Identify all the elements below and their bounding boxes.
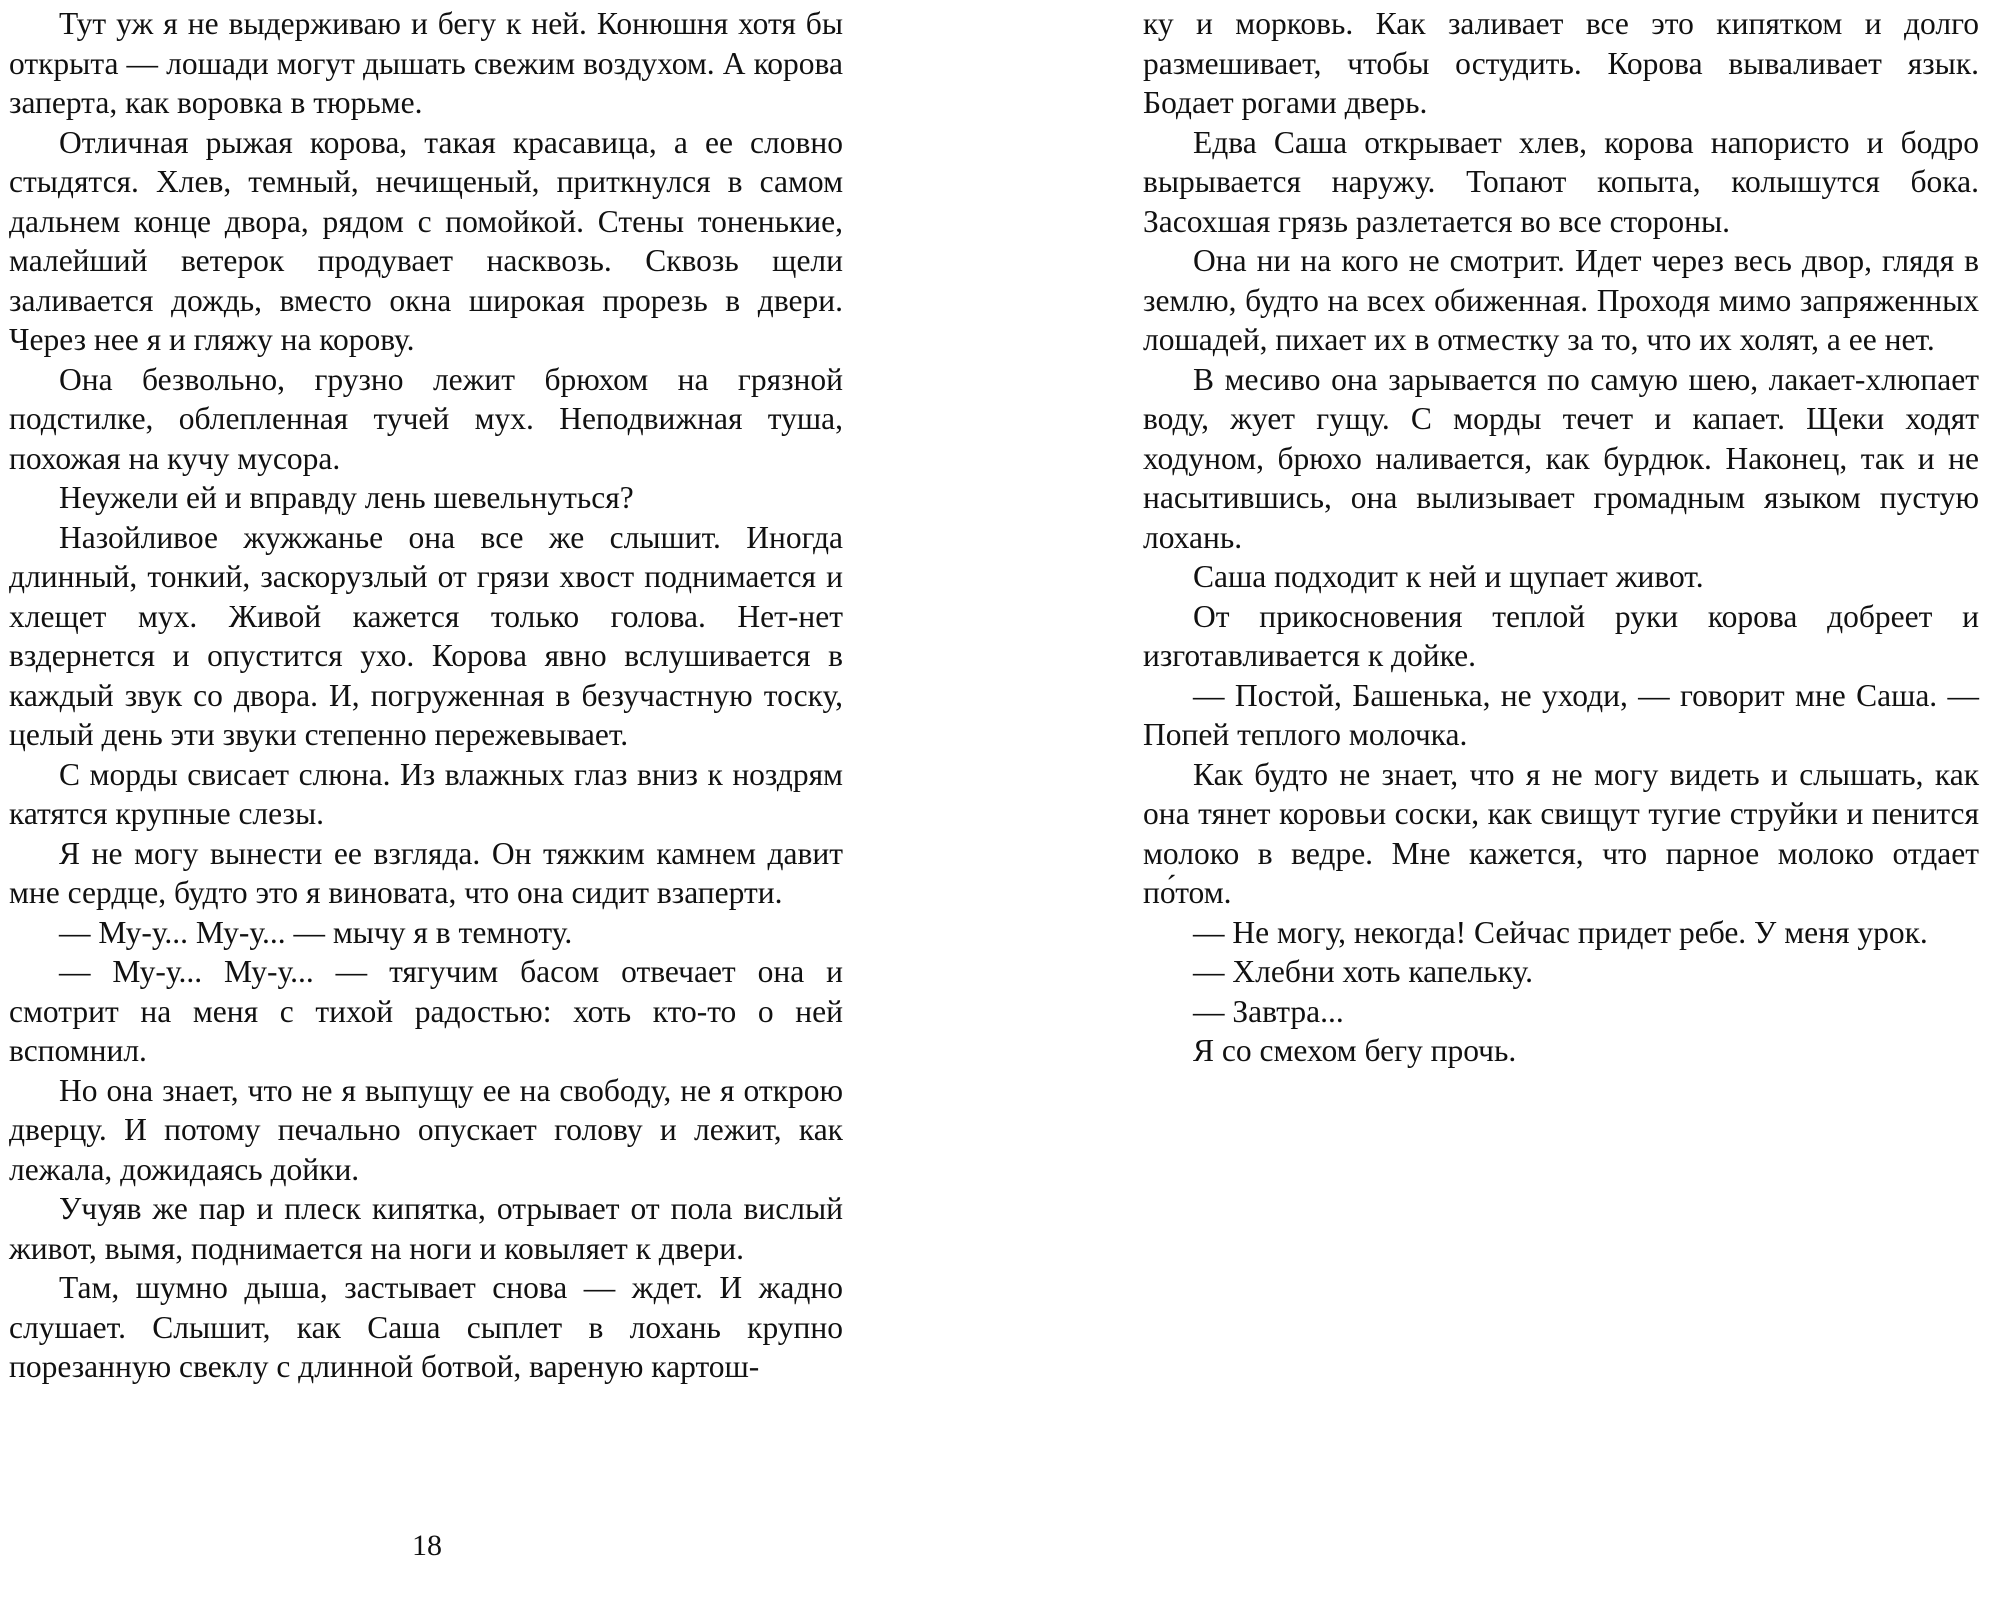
left-page-text [9, 4, 843, 1387]
paragraph: Саша подходит к ней и щупает живот. [1193, 559, 1704, 594]
paragraph: Я со смехом бегу прочь. [1193, 1033, 1517, 1068]
paragraph: Учуяв же пар и плеск кипятка, отрывает от пола вислый живот, вымя, поднимается на ноги и ковыляет к двери. [9, 1191, 843, 1266]
paragraph: Отличная рыжая корова, такая красавица, а ее словно стыдятся. Хлев, темный, нечищеный, приткнулся в самом дальнем конце двора, рядом с помойкой. Стены тоненькие, малейший ветерок продувает насквозь. Сквозь щели заливается дождь, вместо окна широкая прорезь в двери. Через нее я и гляжу на корову. [9, 124, 843, 357]
paragraph: Я не могу вынести ее взгляда. Он тяжким камнем давит мне сердце, будто это я виновата, что она сидит взаперти. [9, 835, 843, 910]
paragraph: — Хлебни хоть капельку. [1193, 954, 1533, 989]
paragraph: — Му-у... Му-у... — тягучим басом отвечает она и смотрит на меня с тихой радостью: хоть кто-то о ней вспомнил. [9, 954, 843, 1068]
paragraph: Она безвольно, грузно лежит брюхом на грязной подстилке, облепленная тучей мух. Неподвижная туша, похожая на кучу мусора. [9, 361, 843, 476]
paragraph: Едва Саша открывает хлев, корова напористо и бодро вырывается наружу. Топают копыта, колышутся бока. Засохшая грязь разлетается во все стороны. [1143, 124, 1979, 239]
paragraph: Там, шумно дыша, застывает снова — ждет. И жадно слушает. Слышит, как Саша сыплет в лохань крупно порезанную свеклу с длинной ботвой, вареную картош- [9, 1270, 843, 1384]
paragraph: Она ни на кого не смотрит. Идет через весь двор, глядя в землю, будто на всех обиженная. Проходя мимо запряженных лошадей, пихает их в отместку за то, что их холят, а ее нет. [1143, 243, 1979, 357]
paragraph: От прикосновения теплой руки корова добреет и изготавливается к дойке. [1143, 598, 1979, 673]
page-number: 18 [412, 1529, 442, 1562]
paragraph: Но она знает, что не я выпущу ее на свободу, не я открою дверцу. И потому печально опускает голову и лежит, как лежала, дожидаясь дойки. [9, 1072, 843, 1187]
paragraph: — Му-у... Му-у... — мычу я в темноту. [59, 914, 573, 950]
paragraph: Неужели ей и вправду лень шевельнуться? [59, 480, 634, 515]
paragraph: Назойливое жужжанье она все же слышит. Иногда длинный, тонкий, заскорузлый от грязи хвост поднимается и хлещет мух. Живой кажется только голова. Нет-нет вздернется и опустится ухо. Корова явно вслушивается в каждый звук со двора. И, погруженная в безучастную тоску, целый день эти звуки степенно пережевывает. [9, 519, 843, 752]
paragraph: Как будто не знает, что я не могу видеть и слышать, как она тянет коровьи соски, как свищут тугие струйки и пенится молоко в ведре. Мне кажется, что парное молоко отдает по́том. [1143, 756, 1979, 910]
right-page-text [1143, 4, 1979, 1071]
paragraph: — Не могу, некогда! Сейчас придет ребе. У меня урок. [1193, 914, 1928, 950]
paragraph: — Завтра... [1193, 993, 1344, 1029]
paragraph: — Постой, Башенька, не уходи, — говорит мне Саша. — Попей теплого молочка. [1143, 677, 1979, 752]
paragraph: С морды свисает слюна. Из влажных глаз вниз к ноздрям катятся крупные слезы. [9, 756, 843, 831]
paragraph-continuation: ку и морковь. Как заливает все это кипятком и долго размешивает, чтобы остудить. Корова вываливает язык. Бодает рогами дверь. [1143, 6, 1979, 120]
paragraph: В месиво она зарывается по самую шею, лакает-хлюпает воду, жует гущу. С морды течет и капает. Щеки ходят ходуном, брюхо наливается, как бурдюк. Наконец, так и не насытившись, она вылизывает громадным языком пустую лохань. [1143, 361, 1979, 555]
paragraph: Тут уж я не выдерживаю и бегу к ней. Конюшня хотя бы открыта — лошади могут дышать свежим воздухом. А корова заперта, как воровка в тюрьме. [9, 6, 843, 120]
